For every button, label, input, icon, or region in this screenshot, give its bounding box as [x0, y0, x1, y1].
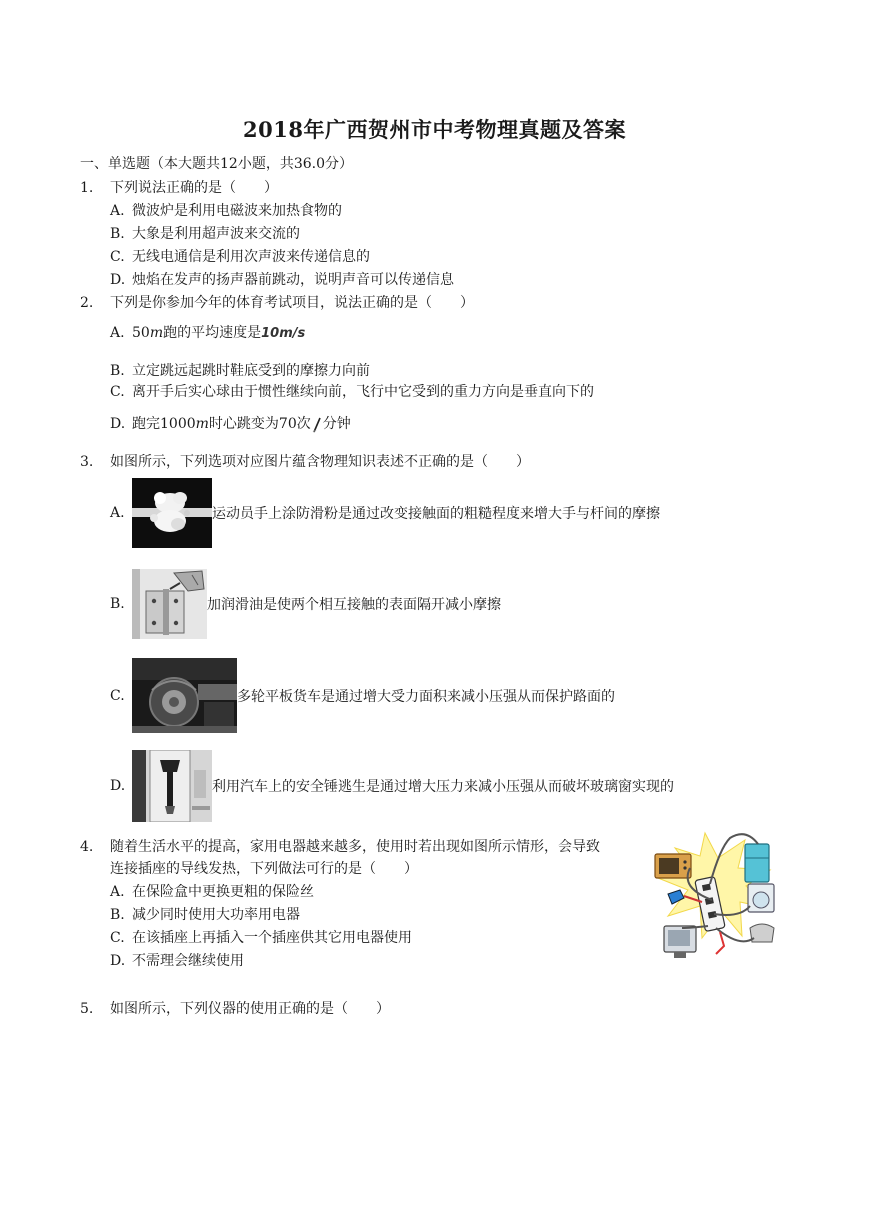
option-text: 烛焰在发声的扬声器前跳动，说明声音可以传递信息 [132, 272, 454, 288]
hinge-oil-image [132, 569, 207, 639]
option-text-pre: 50 [132, 325, 150, 341]
option-letter: B. [110, 907, 125, 923]
q1-option-b [110, 223, 300, 243]
option-text: 大象是利用超声波来交流的 [132, 226, 300, 242]
option-text-pre: 跑完1000 [132, 416, 196, 432]
option-text: 不需理会继续使用 [132, 953, 244, 969]
question-4-line2 [110, 858, 418, 878]
q3-option-b [110, 569, 501, 639]
option-letter: B. [110, 363, 125, 379]
option-text: 多轮平板货车是通过增大受力面积来减小压强从而保护路面的 [237, 688, 615, 705]
option-letter: A. [110, 325, 125, 341]
option-letter: C. [110, 930, 125, 946]
option-text: 立定跳远起跳时鞋底受到的摩擦力向前 [132, 363, 370, 379]
question-stem-line1: 随着生活水平的提高，家用电器越来越多，使用时若出现如图所示情形，会导致 [110, 839, 600, 855]
option-letter: D. [110, 272, 126, 288]
question-stem: 下列说法正确的是（ ） [110, 180, 278, 196]
q4-option-a [110, 881, 314, 901]
q4-option-c [110, 927, 412, 947]
flatbed-truck-image [132, 658, 237, 733]
overloaded-socket-image [650, 828, 790, 963]
question-number: 4. [80, 839, 94, 855]
q3-option-a [110, 478, 660, 548]
question-number: 2. [80, 295, 94, 311]
option-letter: A. [110, 884, 125, 900]
q4-option-d [110, 950, 244, 970]
q3-option-c [110, 658, 615, 733]
option-letter: D. [110, 416, 126, 432]
page-title: 2018年广西贺州市中考物理真题及答案 [243, 117, 626, 142]
option-text: 加润滑油是使两个相互接触的表面隔开减小摩擦 [207, 597, 501, 613]
question-3 [80, 451, 530, 471]
chalk-hands-image [132, 478, 212, 548]
speed-formula: 10m/s [261, 326, 306, 341]
option-text: 无线电通信是利用次声波来传递信息的 [132, 249, 370, 265]
q3-option-d [110, 750, 674, 822]
question-stem-line2: 连接插座的导线发热，下列做法可行的是（ ） [110, 861, 418, 877]
question-number: 3. [80, 454, 94, 470]
q4-option-b [110, 904, 300, 924]
option-letter: A. [110, 505, 125, 521]
safety-hammer-image [132, 750, 212, 822]
question-2 [80, 292, 474, 312]
option-text-mid: 时心跳变为70次 [208, 416, 311, 432]
option-text: 在该插座上再插入一个插座供其它用电器使用 [132, 930, 412, 946]
q2-option-a [110, 322, 305, 342]
question-stem: 如图所示，下列仪器的使用正确的是（ ） [110, 1001, 390, 1017]
q2-option-c [110, 381, 594, 401]
option-letter: B. [110, 226, 125, 242]
option-text: 离开手后实心球由于惯性继续向前，飞行中它受到的重力方向是垂直向下的 [132, 384, 594, 400]
option-text: 减少同时使用大功率用电器 [132, 907, 300, 923]
q2-option-b [110, 360, 370, 380]
question-5 [80, 998, 390, 1018]
option-letter: C. [110, 687, 125, 704]
unit-meter: m [149, 325, 164, 341]
option-letter: B. [110, 596, 125, 612]
q2-option-d [110, 413, 351, 433]
question-number: 5. [80, 1001, 94, 1017]
option-text: 利用汽车上的安全锤逃生是通过增大压力来减小压强从而破坏玻璃窗实现的 [212, 779, 674, 795]
q1-option-c [110, 246, 370, 266]
option-text: 跑的平均速度是 [163, 325, 262, 341]
option-letter: A. [110, 203, 125, 219]
unit-meter: m [195, 416, 209, 432]
option-letter: C. [110, 384, 125, 400]
question-1 [80, 177, 278, 197]
slash-symbol-icon [311, 415, 323, 433]
option-letter: D. [110, 778, 126, 794]
option-text: 运动员手上涂防滑粉是通过改变接触面的粗糙程度来增大手与杆间的摩擦 [212, 506, 660, 522]
option-letter: D. [110, 953, 126, 969]
question-number: 1. [80, 180, 94, 196]
option-text: 微波炉是利用电磁波来加热食物的 [132, 203, 342, 219]
option-letter: C. [110, 249, 125, 265]
option-text: 在保险盒中更换更粗的保险丝 [132, 884, 314, 900]
q1-option-a [110, 200, 342, 220]
question-stem: 如图所示，下列选项对应图片蕴含物理知识表述不正确的是（ ） [110, 454, 530, 470]
question-4 [80, 836, 600, 856]
q1-option-d [110, 269, 454, 289]
section-heading: 一、单选题（本大题共12小题，共36.0分） [80, 156, 353, 172]
option-text-post: 分钟 [322, 416, 351, 432]
question-stem: 下列是你参加今年的体育考试项目，说法正确的是（ ） [110, 295, 474, 311]
